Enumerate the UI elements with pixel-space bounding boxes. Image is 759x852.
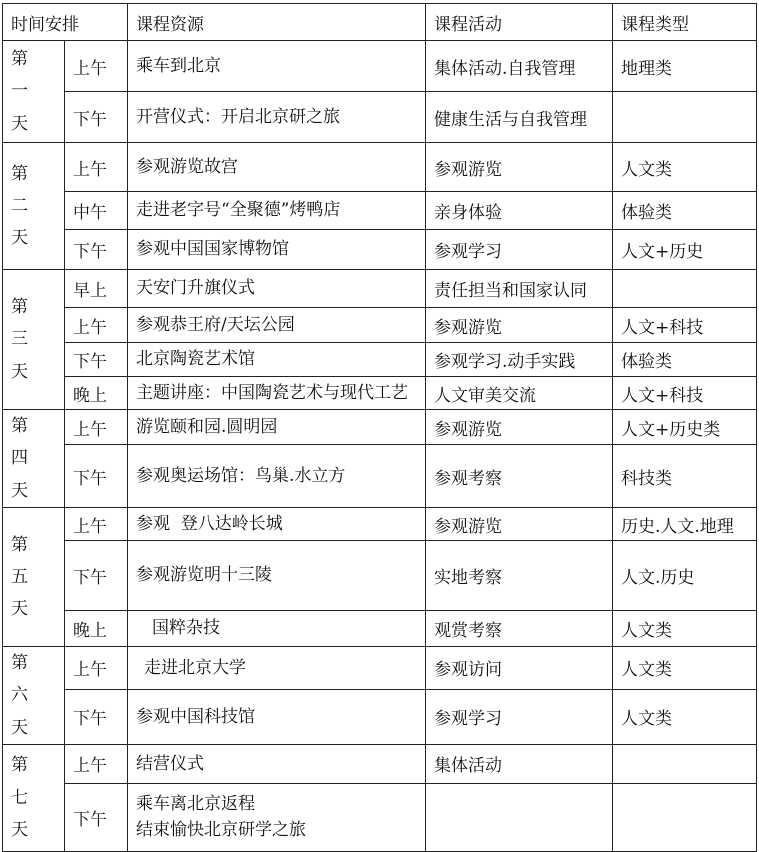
period-cell: 上午 [65,41,128,92]
type-cell: 人文+历史 [613,230,757,270]
resource-cell: 天安门升旗仪式 [128,270,426,308]
activity-cell: 集体活动.自我管理 [426,41,613,92]
resource-cell: 结营仪式 [128,744,426,783]
type-cell: 体验类 [613,343,757,377]
activity-cell: 参观访问 [426,647,613,690]
day-label: 第 七 天 [3,744,65,851]
resource-cell: 走进北京大学 [128,647,426,690]
activity-cell: 集体活动 [426,744,613,783]
type-cell: 科技类 [613,445,757,508]
type-cell: 人文+历史类 [613,410,757,445]
table-row [3,143,757,192]
table-row [3,92,757,143]
table-row [3,270,757,308]
activity-cell: 亲身体验 [426,192,613,230]
period-cell: 晚上 [65,611,128,647]
type-cell: 人文类 [613,689,757,744]
resource-cell: 开营仪式：开启北京研之旅 [128,92,426,143]
day-label: 第 六 天 [3,647,65,745]
period-cell: 中午 [65,192,128,230]
resource-line: 结束愉快北京研学之旅 [136,820,306,841]
resource-cell: 游览颐和园.圆明园 [128,410,426,445]
type-cell: 地理类 [613,41,757,92]
period-cell: 下午 [65,783,128,851]
activity-cell: 人文审美交流 [426,377,613,410]
type-cell: 人文.历史 [613,541,757,611]
period-cell: 下午 [65,92,128,143]
resource-cell: 国粹杂技 [128,611,426,647]
period-cell: 晚上 [65,377,128,410]
header-row [3,4,757,41]
day-label: 第 三 天 [3,270,65,410]
day-label: 第 四 天 [3,410,65,508]
table-row [3,689,757,744]
period-cell: 上午 [65,410,128,445]
activity-cell: 参观游览 [426,308,613,343]
period-cell: 下午 [65,541,128,611]
resource-cell: 北京陶瓷艺术馆 [128,343,426,377]
resource-cell: 参观奥运场馆：鸟巢.水立方 [128,445,426,508]
table-row [3,192,757,230]
table-row [3,783,757,851]
table-row [3,410,757,445]
period-cell: 上午 [65,647,128,690]
type-cell [613,744,757,783]
resource-cell [128,783,426,851]
period-cell: 下午 [65,343,128,377]
table-row [3,744,757,783]
table-row [3,647,757,690]
resource-cell: 参观恭王府/天坛公园 [128,308,426,343]
type-cell [613,270,757,308]
type-cell: 历史.人文.地理 [613,508,757,541]
type-cell: 体验类 [613,192,757,230]
type-cell [613,783,757,851]
period-cell: 上午 [65,508,128,541]
resource-cell: 走进老字号“全聚德”烤鸭店 [128,192,426,230]
schedule-body [3,41,757,852]
type-cell: 人文类 [613,143,757,192]
type-cell: 人文类 [613,611,757,647]
table-row [3,41,757,92]
header-resource: 课程资源 [128,4,426,41]
activity-cell: 参观游览 [426,143,613,192]
table-row [3,308,757,343]
resource-cell: 参观中国国家博物馆 [128,230,426,270]
period-cell: 下午 [65,689,128,744]
period-cell: 上午 [65,308,128,343]
resource-cell: 参观 登八达岭长城 [128,508,426,541]
activity-cell: 参观游览 [426,410,613,445]
day-label: 第 一 天 [3,41,65,143]
table-row [3,377,757,410]
header-time: 时间安排 [3,4,128,41]
activity-cell: 参观考察 [426,445,613,508]
type-cell: 人文+科技 [613,377,757,410]
activity-cell: 参观学习.动手实践 [426,343,613,377]
resource-cell: 主题讲座：中国陶瓷艺术与现代工艺 [128,377,426,410]
resource-cell: 参观游览故宫 [128,143,426,192]
type-cell [613,92,757,143]
type-cell: 人文+科技 [613,308,757,343]
table-row [3,445,757,508]
resource-cell: 乘车到北京 [128,41,426,92]
activity-cell [426,783,613,851]
type-cell: 人文类 [613,647,757,690]
table-row [3,508,757,541]
day-label: 第 五 天 [3,508,65,647]
resource-cell: 参观游览明十三陵 [128,541,426,611]
activity-cell: 参观学习 [426,689,613,744]
activity-cell: 参观学习 [426,230,613,270]
table-row [3,343,757,377]
period-cell: 早上 [65,270,128,308]
activity-cell: 参观游览 [426,508,613,541]
schedule-table [2,3,757,852]
activity-cell: 责任担当和国家认同 [426,270,613,308]
header-type: 课程类型 [613,4,757,41]
period-cell: 下午 [65,445,128,508]
resource-line: 乘车离北京返程 [136,794,255,815]
activity-cell: 观赏考察 [426,611,613,647]
table-row [3,230,757,270]
period-cell: 下午 [65,230,128,270]
table-row [3,611,757,647]
period-cell: 上午 [65,143,128,192]
table-row [3,541,757,611]
activity-cell: 实地考察 [426,541,613,611]
period-cell: 上午 [65,744,128,783]
header-activity: 课程活动 [426,4,613,41]
resource-cell: 参观中国科技馆 [128,689,426,744]
day-label: 第 二 天 [3,143,65,270]
activity-cell: 健康生活与自我管理 [426,92,613,143]
